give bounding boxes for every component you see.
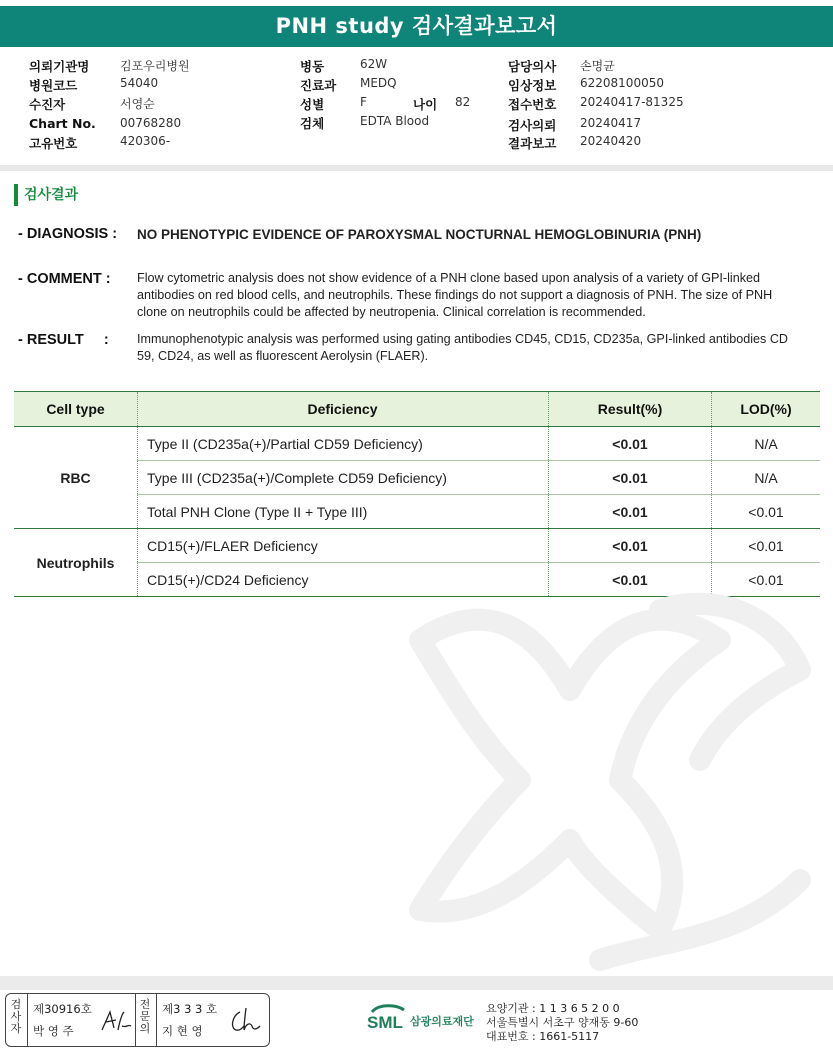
cell-type-rbc: RBC [14, 427, 138, 529]
diagnosis-label: - DIAGNOSIS : [18, 226, 118, 242]
info-value: EDTA Blood [360, 114, 430, 128]
info-label: 담당의사 [508, 59, 557, 74]
patient-info-panel [0, 48, 833, 166]
report-title: PNH study 검사결과보고서 [0, 6, 833, 47]
info-label: Chart No. [29, 116, 96, 131]
deficiency-cell: Total PNH Clone (Type II + Type III) [138, 495, 549, 529]
deficiency-cell: Type II (CD235a(+)/Partial CD59 Deficiency) [138, 427, 549, 461]
watermark-logo [360, 580, 833, 980]
section-divider [0, 165, 833, 171]
info-value: 손명균 [580, 59, 615, 73]
result-cell: <0.01 [549, 461, 712, 495]
info-value: 20240417 [580, 116, 642, 130]
lod-cell: N/A [712, 427, 821, 461]
info-value: 62W [360, 57, 388, 71]
doctor-number: 제3 3 3 호 [162, 1002, 218, 1016]
comment-line: Flow cytometric analysis does not show evidence of a PNH clone based upon analysis of a variety of GPI-linked [137, 271, 761, 285]
divider [27, 994, 28, 1046]
info-value: 420306- [120, 134, 171, 148]
info-value: 62208100050 [580, 76, 664, 90]
info-label: 접수번호 [508, 97, 557, 112]
examiner-number: 제30916호 [33, 1002, 92, 1016]
lod-cell: <0.01 [712, 495, 821, 529]
cell-type-neutrophils: Neutrophils [14, 529, 138, 597]
info-value: MEDQ [360, 76, 397, 90]
divider [135, 994, 136, 1046]
info-value: F [360, 95, 367, 109]
sml-logo-text: SML [367, 1013, 403, 1032]
lod-cell: N/A [712, 461, 821, 495]
lod-cell: <0.01 [712, 563, 821, 597]
info-value: 20240417-81325 [580, 95, 684, 109]
result-line: Immunophenotypic analysis was performed using gating antibodies CD45, CD15, CD235a, GPI-linked antibodies CD [137, 332, 789, 346]
doctor-label-text: 전문의 [139, 998, 151, 1035]
table-header-row [14, 392, 820, 427]
result-text [137, 331, 822, 365]
info-value: 20240420 [580, 134, 642, 148]
comment-text [137, 270, 822, 321]
info-label: 임상정보 [508, 78, 557, 93]
info-label: 고유번호 [29, 136, 78, 151]
deficiency-cell: CD15(+)/FLAER Deficiency [138, 529, 549, 563]
header-cell-type: Cell type [14, 392, 138, 427]
footer-divider [0, 976, 833, 990]
age-value: 82 [455, 95, 471, 109]
examiner-label-text: 검사자 [10, 998, 22, 1035]
table-row [14, 529, 820, 563]
header-result: Result(%) [549, 392, 712, 427]
header-lod: LOD(%) [712, 392, 821, 427]
organization-name: 삼광의료재단 [410, 1015, 474, 1028]
org-phone-line: 대표번호 : 1661-5117 [486, 1030, 600, 1043]
info-label: 검체 [300, 116, 325, 131]
examiner-label [8, 999, 24, 1035]
comment-line: antibodies on red blood cells, and neutrophils. These findings do not support a diagnosis of PNH. The size of PNH [137, 288, 773, 302]
doctor-name: 지 현 영 [162, 1024, 203, 1038]
result-cell: <0.01 [549, 427, 712, 461]
header-deficiency: Deficiency [138, 392, 549, 427]
result-cell: <0.01 [549, 563, 712, 597]
table-row [14, 427, 820, 461]
section-title: 검사결과 [14, 184, 78, 206]
sml-logo-icon [366, 1002, 410, 1034]
info-label: 병동 [300, 59, 325, 74]
info-label: 수진자 [29, 97, 66, 112]
info-value: 김포우리병원 [120, 59, 190, 73]
info-label: 검사의뢰 [508, 118, 557, 133]
info-label: 병원코드 [29, 78, 78, 93]
comment-label: - COMMENT : [18, 271, 111, 287]
org-address-line: 서울특별시 서초구 양재동 9-60 [486, 1016, 639, 1029]
examiner-signature [98, 1006, 134, 1036]
comment-line: clone on neutrophils could be affected by neutropenia. Clinical correlation is recommended. [137, 305, 646, 319]
org-code-line: 요양기관 : 1 1 3 6 5 2 0 0 [486, 1002, 620, 1015]
divider [156, 994, 157, 1046]
lod-cell: <0.01 [712, 529, 821, 563]
diagnosis-text: NO PHENOTYPIC EVIDENCE OF PAROXYSMAL NOCTURNAL HEMOGLOBINURIA (PNH) [137, 227, 702, 242]
info-label: 성별 [300, 97, 325, 112]
examiner-name: 박 영 주 [33, 1024, 74, 1038]
age-label: 나이 [413, 97, 438, 112]
result-label: - RESULT : [18, 332, 109, 348]
doctor-signature [226, 1004, 264, 1036]
deficiency-cell: Type III (CD235a(+)/Complete CD59 Deficiency) [138, 461, 549, 495]
info-value: 54040 [120, 76, 159, 90]
info-value: 서영순 [120, 97, 155, 111]
info-label: 결과보고 [508, 136, 557, 151]
info-label: 진료과 [300, 78, 337, 93]
signature-box [5, 993, 270, 1047]
info-label: 의뢰기관명 [29, 59, 90, 74]
info-value: 00768280 [120, 116, 182, 130]
result-cell: <0.01 [549, 495, 712, 529]
result-line: 59, CD24, as well as fluorescent Aerolysin (FLAER). [137, 349, 429, 363]
results-table [14, 391, 820, 597]
doctor-label [137, 999, 153, 1035]
deficiency-cell: CD15(+)/CD24 Deficiency [138, 563, 549, 597]
result-cell: <0.01 [549, 529, 712, 563]
